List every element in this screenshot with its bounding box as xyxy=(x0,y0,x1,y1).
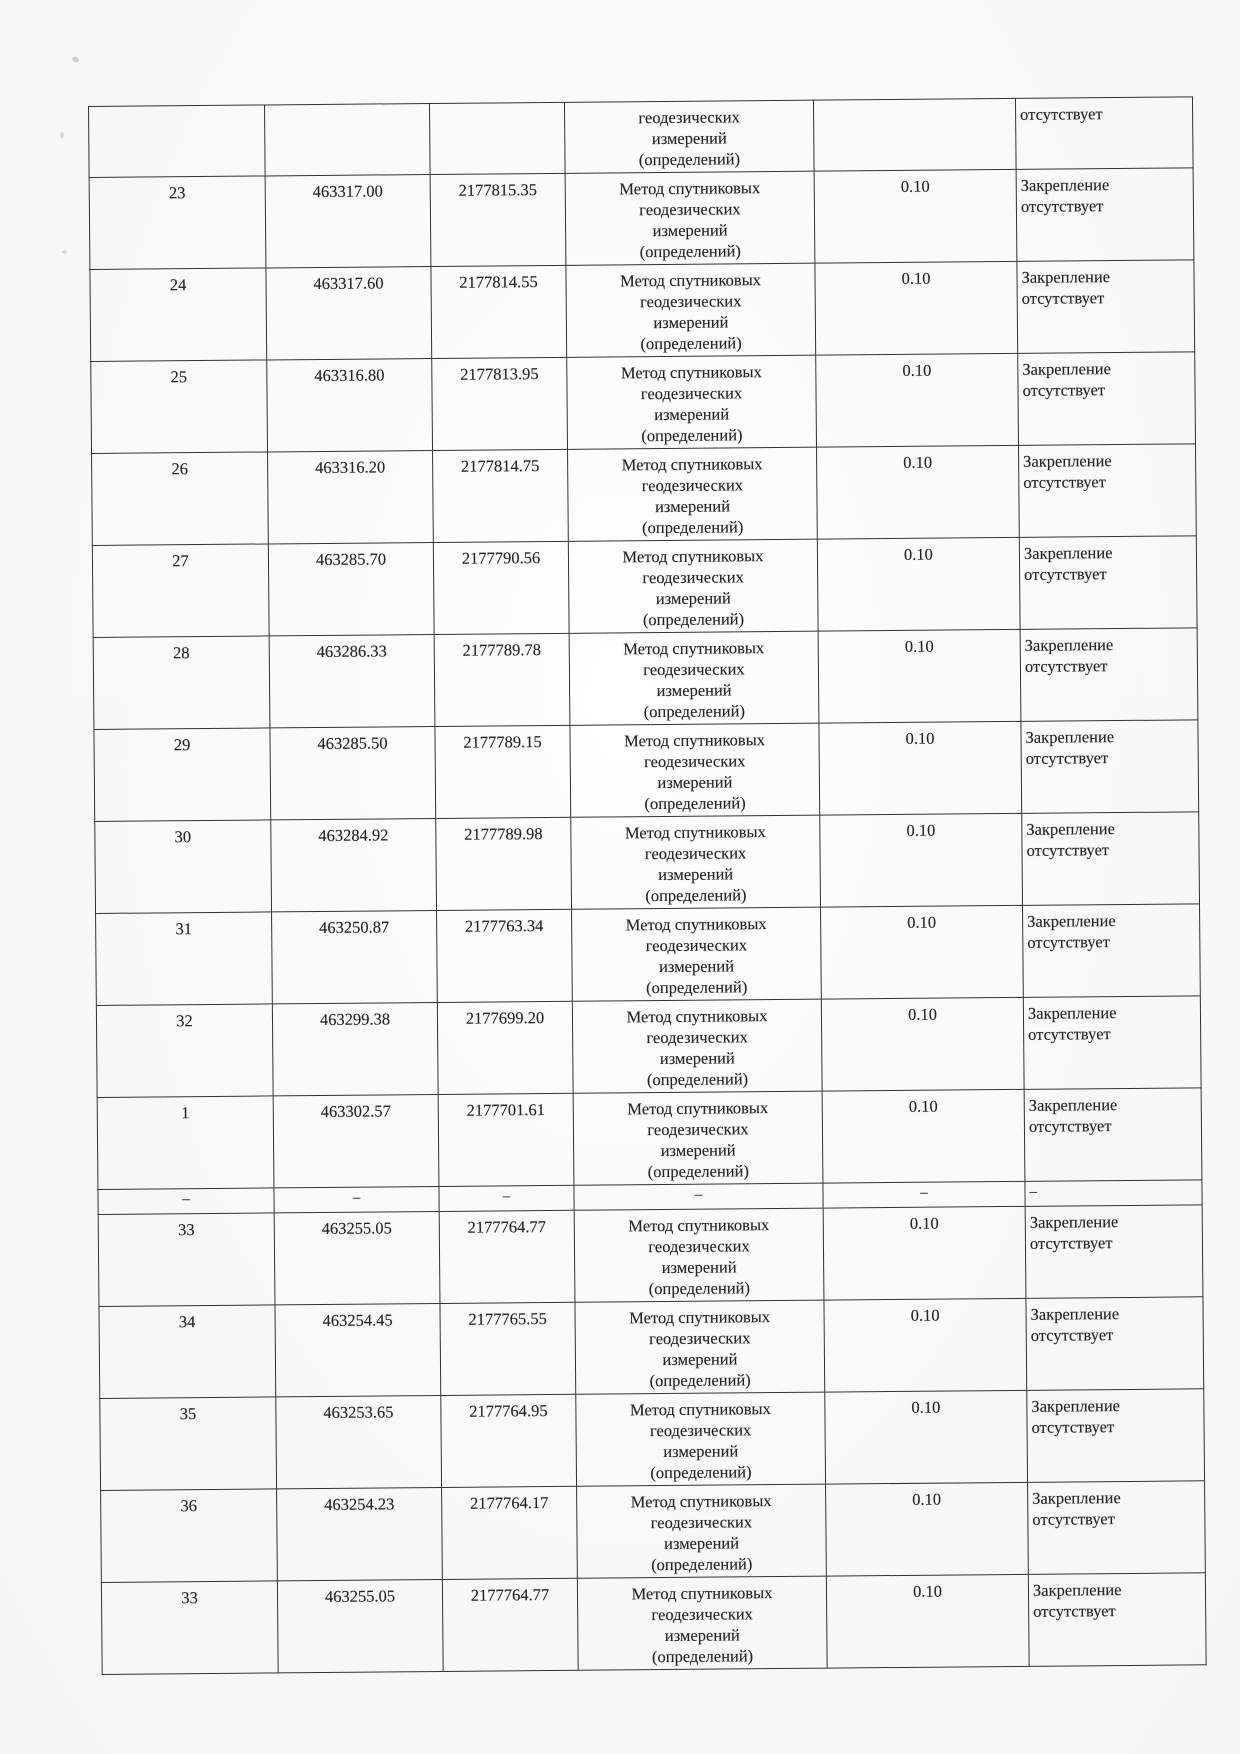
point-row xyxy=(101,1481,1206,1583)
coordinate-y-cell: 2177790.56 xyxy=(433,541,569,634)
method-cell xyxy=(573,1091,823,1185)
fixation-text: Закрепление отсутствует xyxy=(1026,819,1115,860)
point-row xyxy=(96,904,1201,1006)
fixation-cell xyxy=(1020,628,1198,722)
fixation-text: Закрепление отсутствует xyxy=(1023,451,1112,492)
method-cell xyxy=(565,171,815,265)
coordinate-y-cell: 2177789.98 xyxy=(436,817,572,910)
fixation-cell xyxy=(1018,444,1196,538)
fixation-text: Закрепление отсутствует xyxy=(1024,635,1114,676)
method-cell xyxy=(567,355,817,449)
fixation-cell xyxy=(1028,1481,1206,1575)
point-number-cell: 31 xyxy=(96,912,273,1006)
fixation-text: Закрепление отсутствует xyxy=(1022,359,1111,400)
point-row xyxy=(94,720,1199,822)
coordinate-x-cell: 463285.50 xyxy=(270,726,436,819)
point-row xyxy=(97,1088,1202,1190)
fixation-cell xyxy=(1019,536,1197,630)
method-cell xyxy=(569,631,819,725)
coordinate-x-cell: 463317.00 xyxy=(265,175,431,268)
fixation-cell xyxy=(1023,904,1201,998)
point-row xyxy=(95,812,1200,914)
precision-cell: 0.10 xyxy=(816,353,1019,447)
coordinate-x-cell: 463316.80 xyxy=(267,359,433,452)
coordinate-x-cell: 463285.70 xyxy=(268,543,434,636)
precision-cell: 0.10 xyxy=(821,905,1024,999)
point-row xyxy=(90,260,1195,362)
precision-cell: – xyxy=(823,1181,1025,1208)
fixation-text: Закрепление отсутствует xyxy=(1031,1396,1121,1437)
coordinate-y-cell: 2177764.17 xyxy=(442,1486,578,1579)
point-row xyxy=(99,1297,1204,1399)
fixation-cell xyxy=(1025,1205,1203,1299)
fixation-text-continued: отсутствует xyxy=(1020,104,1103,124)
fixation-text: Закрепление отсутствует xyxy=(1023,543,1113,584)
method-text: Метод спутниковых геодезических измерений (определений) xyxy=(628,1215,770,1299)
method-text-continued: геодезических измерений (определений) xyxy=(638,107,741,170)
point-number-cell: 36 xyxy=(101,1489,278,1583)
method-cell xyxy=(572,999,822,1093)
fixation-text: Закрепление отсутствует xyxy=(1020,175,1110,216)
coordinate-y-cell: 2177764.77 xyxy=(442,1578,578,1671)
fixation-cell xyxy=(1024,1088,1202,1182)
coordinate-y-cell: 2177815.35 xyxy=(430,173,566,266)
method-cell xyxy=(572,907,822,1001)
point-number-cell: 30 xyxy=(95,820,272,914)
coordinate-x-cell: 463253.65 xyxy=(276,1395,442,1488)
point-number-cell: 24 xyxy=(90,268,267,362)
method-cell xyxy=(564,100,814,173)
point-number-cell xyxy=(89,105,266,178)
point-number-cell: 26 xyxy=(92,452,269,546)
method-cell xyxy=(576,1392,826,1486)
coordinate-y-cell: 2177701.61 xyxy=(438,1093,574,1186)
method-text: Метод спутниковых геодезических измерений (определений) xyxy=(623,638,765,722)
precision-cell: 0.10 xyxy=(823,1206,1026,1300)
coordinate-y-cell: 2177814.55 xyxy=(431,265,567,358)
table-body xyxy=(89,97,1207,1675)
coordinate-y-cell: 2177764.77 xyxy=(439,1210,575,1303)
point-row xyxy=(100,1389,1205,1491)
coordinate-x-cell: 463254.45 xyxy=(275,1303,441,1396)
precision-cell: 0.10 xyxy=(819,721,1022,815)
method-cell xyxy=(568,539,818,633)
coordinate-y-cell: – xyxy=(439,1185,574,1211)
precision-cell: 0.10 xyxy=(814,169,1017,263)
scan-artifact-speck xyxy=(62,250,67,254)
coordinate-x-cell: 463255.05 xyxy=(277,1579,443,1672)
precision-cell: 0.10 xyxy=(820,813,1023,907)
fixation-cell xyxy=(1018,352,1196,446)
precision-cell xyxy=(813,98,1016,171)
point-number-cell: 25 xyxy=(91,360,268,454)
precision-cell: 0.10 xyxy=(826,1574,1029,1668)
method-cell xyxy=(571,815,821,909)
fixation-cell xyxy=(1028,1573,1206,1667)
coordinate-y-cell: 2177764.95 xyxy=(441,1394,577,1487)
fixation-text: Закрепление отсутствует xyxy=(1027,1003,1117,1044)
precision-cell: 0.10 xyxy=(815,261,1018,355)
coordinate-y-cell: 2177814.75 xyxy=(433,449,569,542)
points-coordinates-table xyxy=(88,96,1207,1675)
precision-cell: 0.10 xyxy=(824,1298,1027,1392)
coordinates-table xyxy=(88,96,1208,1675)
precision-cell: 0.10 xyxy=(818,629,1021,723)
point-number-cell: 32 xyxy=(96,1004,273,1098)
coordinate-y-cell: 2177813.95 xyxy=(432,357,568,450)
method-text: Метод спутниковых геодезических измерений (определений) xyxy=(630,1491,772,1575)
coordinate-y-cell xyxy=(429,102,565,174)
fixation-text: Закрепление отсутствует xyxy=(1028,1095,1118,1136)
method-cell xyxy=(574,1208,824,1302)
fixation-cell xyxy=(1016,168,1194,262)
fixation-cell xyxy=(1017,260,1195,354)
fixation-text: Закрепление отсутствует xyxy=(1030,1304,1120,1345)
precision-cell: 0.10 xyxy=(821,997,1024,1091)
method-cell: – xyxy=(574,1183,823,1210)
fixation-cell xyxy=(1023,996,1201,1090)
fixation-text: Закрепление отсутствует xyxy=(1029,1212,1119,1253)
point-number-cell: 33 xyxy=(98,1213,275,1307)
fixation-cell xyxy=(1021,720,1199,814)
method-text: Метод спутниковых геодезических измерений (определений) xyxy=(624,730,766,814)
coordinate-x-cell: – xyxy=(274,1186,439,1212)
precision-cell: 0.10 xyxy=(822,1089,1025,1183)
fixation-text: Закрепление отсутствует xyxy=(1027,911,1116,952)
coordinate-x-cell: 463286.33 xyxy=(269,634,435,727)
point-row xyxy=(98,1205,1203,1307)
method-cell xyxy=(577,1576,827,1670)
fixation-cell xyxy=(1027,1389,1205,1483)
point-row xyxy=(91,352,1196,454)
precision-cell: 0.10 xyxy=(817,445,1020,539)
point-number-cell: 35 xyxy=(100,1397,277,1491)
method-cell xyxy=(575,1300,825,1394)
point-row xyxy=(89,168,1194,270)
point-number-cell: 1 xyxy=(97,1096,274,1190)
precision-cell: 0.10 xyxy=(817,537,1020,631)
point-number-cell: 29 xyxy=(94,728,271,822)
point-row xyxy=(92,444,1197,546)
point-row xyxy=(93,628,1198,730)
method-cell xyxy=(568,447,818,541)
method-text: Метод спутниковых геодезических измерений (определений) xyxy=(619,178,761,262)
method-text: Метод спутниковых геодезических измерений (определений) xyxy=(620,362,762,446)
coordinate-y-cell: 2177765.55 xyxy=(440,1302,576,1395)
coordinate-x-cell: 463255.05 xyxy=(274,1211,440,1304)
method-text: Метод спутниковых геодезических измерений (определений) xyxy=(627,1098,769,1182)
point-row xyxy=(96,996,1201,1098)
fixation-text: Закрепление отсутствует xyxy=(1025,727,1115,768)
method-text: Метод спутниковых геодезических измерений (определений) xyxy=(624,822,766,906)
point-number-cell: 28 xyxy=(93,636,270,730)
precision-cell: 0.10 xyxy=(826,1482,1029,1576)
coordinate-y-cell: 2177789.15 xyxy=(435,725,571,818)
fixation-cell xyxy=(1015,97,1193,170)
point-row xyxy=(92,536,1197,638)
method-cell xyxy=(577,1484,827,1578)
fixation-text: Закрепление отсутствует xyxy=(1021,267,1111,308)
coordinate-y-cell: 2177699.20 xyxy=(437,1001,573,1094)
fixation-cell: – xyxy=(1025,1180,1202,1207)
method-text: Метод спутниковых геодезических измерений (определений) xyxy=(629,1399,771,1483)
point-number-cell: – xyxy=(98,1188,274,1215)
point-row xyxy=(101,1573,1206,1675)
continuation-row xyxy=(89,97,1194,178)
coordinate-x-cell: 463250.87 xyxy=(272,910,438,1003)
coordinate-x-cell: 463254.23 xyxy=(277,1487,443,1580)
method-text: Метод спутниковых геодезических измерений (определений) xyxy=(622,546,764,630)
coordinate-x-cell: 463316.20 xyxy=(268,451,434,544)
fixation-text: Закрепление отсутствует xyxy=(1032,1580,1122,1621)
method-text: Метод спутниковых геодезических измерений (определений) xyxy=(620,270,762,354)
point-number-cell: 23 xyxy=(89,176,266,270)
point-number-cell: 33 xyxy=(101,1581,278,1675)
scan-artifact-speck xyxy=(71,56,79,63)
fixation-cell xyxy=(1026,1297,1204,1391)
coordinate-y-cell: 2177763.34 xyxy=(437,909,573,1002)
coordinate-x-cell: 463317.60 xyxy=(266,267,432,360)
point-number-cell: 34 xyxy=(99,1305,276,1399)
coordinate-x-cell: 463299.38 xyxy=(272,1002,438,1095)
fixation-text: Закрепление отсутствует xyxy=(1032,1488,1121,1529)
precision-cell: 0.10 xyxy=(825,1390,1028,1484)
fixation-cell xyxy=(1022,812,1200,906)
method-text: Метод спутниковых геодезических измерений (определений) xyxy=(631,1583,773,1667)
coordinate-x-cell xyxy=(264,104,430,176)
coordinate-x-cell: 463284.92 xyxy=(271,818,437,911)
method-text: Метод спутниковых геодезических измерений (определений) xyxy=(621,454,763,538)
scan-artifact-speck xyxy=(60,132,64,138)
method-text: Метод спутниковых геодезических измерений (определений) xyxy=(626,1006,768,1090)
method-text: Метод спутниковых геодезических измерений (определений) xyxy=(629,1307,771,1391)
coordinate-x-cell: 463302.57 xyxy=(273,1094,439,1187)
point-number-cell: 27 xyxy=(92,544,269,638)
method-text: Метод спутниковых геодезических измерений (определений) xyxy=(625,914,767,998)
method-cell xyxy=(570,723,820,817)
method-cell xyxy=(566,263,816,357)
coordinate-y-cell: 2177789.78 xyxy=(434,633,570,726)
